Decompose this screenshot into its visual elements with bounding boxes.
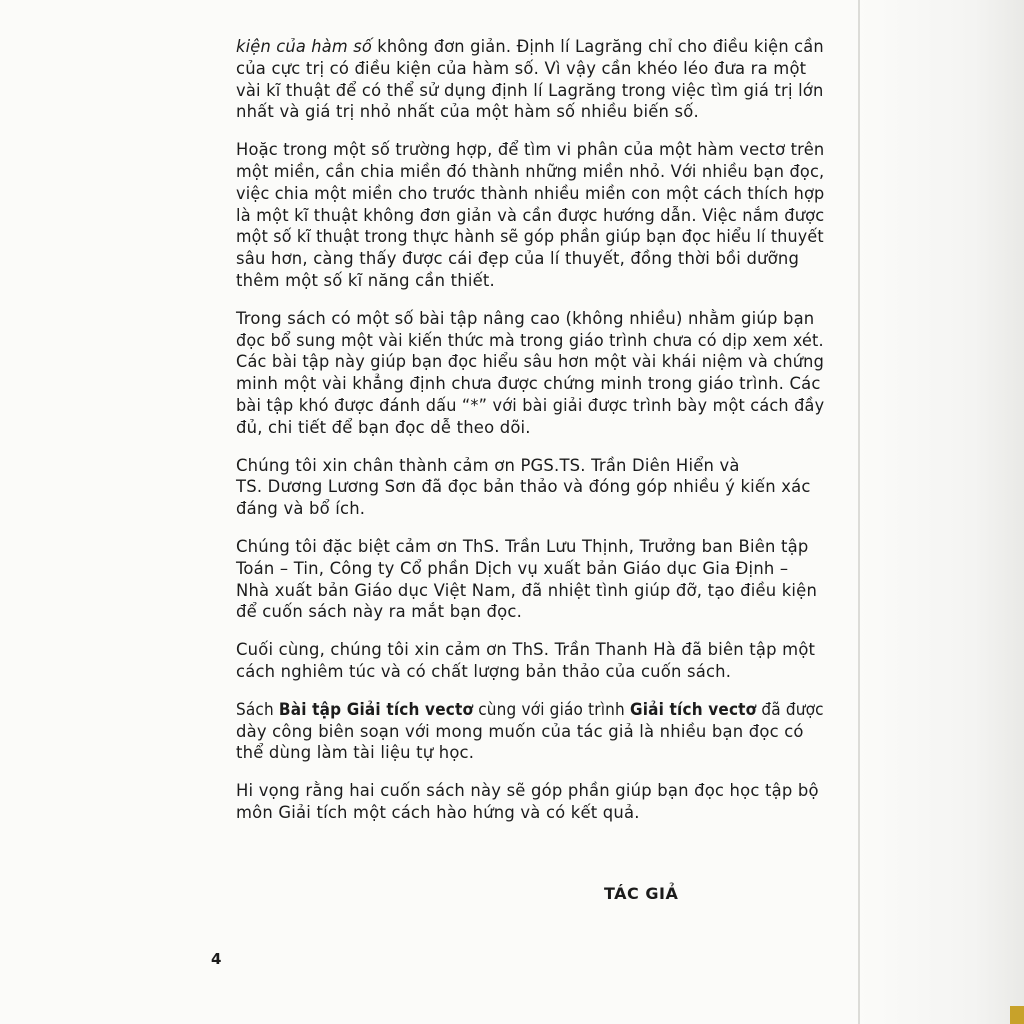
text-run: Toán – Tin, Công ty Cổ phần Dịch vụ xuất bản Giáo dục Gia Định – [236, 558, 789, 578]
text-run: là một kĩ thuật không đơn giản và cần được hướng dẫn. Việc nắm được [236, 205, 825, 225]
paragraph [236, 308, 824, 439]
text-run: TS. Dương Lương Sơn đã đọc bản thảo và đóng góp nhiều ý kiến xác [236, 477, 811, 497]
text-line [236, 476, 824, 498]
text-line [236, 139, 825, 161]
text-line [236, 395, 825, 417]
text-run: để cuốn sách này ra mắt bạn đọc. [236, 602, 523, 622]
page-number: 4 [211, 950, 222, 968]
text-run: không đơn giản. Định lí Lagrăng chỉ cho điều kiện cần [371, 37, 824, 56]
author-signature: TÁC GIẢ [604, 884, 679, 903]
text-run: sâu hơn, càng thấy được cái đẹp của lí thuyết, đồng thời bồi dưỡng [236, 249, 800, 269]
emphasis-text: kiện của hàm số [236, 37, 372, 56]
text-run: đã được [756, 699, 824, 719]
text-line [236, 351, 825, 373]
paragraph [236, 139, 824, 292]
book-title-text: Giải tích vectơ [629, 699, 757, 719]
paragraph [236, 36, 824, 123]
text-run: Cuối cùng, chúng tôi xin cảm ơn ThS. Trần Thanh Hà đã biên tập một [236, 640, 816, 660]
text-run: cùng với giáo trình [473, 699, 630, 719]
text-run: nhất và giá trị nhỏ nhất của một hàm số nhiều biến số. [236, 102, 699, 122]
text-run: Các bài tập này giúp bạn đọc hiểu sâu hơn một vài khái niệm và chứng [236, 352, 825, 372]
text-line [236, 601, 824, 623]
text-line [236, 455, 824, 477]
text-line [236, 661, 824, 683]
text-run: Chúng tôi đặc biệt cảm ơn ThS. Trần Lưu Thịnh, Trưởng ban Biên tập [236, 536, 809, 556]
text-run: môn Giải tích một cách hào hứng và có kết quả. [236, 802, 640, 822]
text-run: của cực trị có điều kiện của hàm số. Vì vậy cần khéo léo đưa ra một [236, 58, 807, 78]
text-line [236, 80, 824, 102]
text-run: Hi vọng rằng hai cuốn sách này sẽ góp phần giúp bạn đọc học tập bộ [236, 781, 819, 801]
paragraph [236, 780, 824, 824]
text-line [236, 780, 824, 802]
text-run: minh một vài khẳng định chưa được chứng minh trong giáo trình. Các [236, 374, 821, 394]
paragraph [236, 639, 824, 683]
text-line [236, 248, 824, 270]
page-edge-shadow [858, 0, 1024, 1024]
text-line [236, 183, 825, 205]
text-run: đáng và bổ ích. [236, 499, 366, 519]
paragraph [236, 536, 824, 623]
text-run: vài kĩ thuật để có thể sử dụng định lí Lagrăng trong việc tìm giá trị lớn [236, 80, 824, 100]
text-run: cách nghiêm túc và có chất lượng bản thảo của cuốn sách. [236, 661, 732, 681]
text-line [236, 802, 824, 824]
text-line [236, 536, 824, 558]
paragraph [236, 699, 824, 764]
text-run: đủ, chi tiết để bạn đọc dễ theo dõi. [236, 417, 531, 437]
text-line [236, 226, 824, 248]
page-edge-line [858, 0, 860, 1024]
text-line [236, 721, 824, 743]
text-run: Sách [236, 699, 279, 719]
text-line [236, 699, 824, 721]
text-line [236, 373, 824, 395]
text-run: Trong sách có một số bài tập nâng cao (không nhiều) nhằm giúp bạn [236, 308, 815, 328]
text-line [236, 742, 824, 764]
text-run: bài tập khó được đánh dấu “*” với bài giải được trình bày một cách đầy [236, 395, 825, 415]
text-line [236, 270, 824, 292]
text-line [236, 558, 824, 580]
text-run: thêm một số kĩ năng cần thiết. [236, 270, 495, 290]
text-line [236, 36, 824, 58]
text-run: một miền, cần chia miền đó thành những miền nhỏ. Với nhiều bạn đọc, [236, 161, 825, 181]
text-line [236, 330, 824, 352]
text-line [236, 417, 824, 439]
text-run: thể dùng làm tài liệu tự học. [236, 743, 475, 763]
text-run: Hoặc trong một số trường hợp, để tìm vi phân của một hàm vectơ trên [236, 140, 825, 160]
text-run: Nhà xuất bản Giáo dục Việt Nam, đã nhiệt tình giúp đỡ, tạo điều kiện [236, 580, 818, 600]
text-line [236, 308, 824, 330]
text-run: dày công biên soạn với mong muốn của tác giả là nhiều bạn đọc có [236, 721, 804, 741]
text-run: một số kĩ thuật trong thực hành sẽ góp phần giúp bạn đọc hiểu lí thuyết [236, 227, 824, 247]
paragraph [236, 455, 824, 520]
text-line [236, 639, 824, 661]
text-line [236, 205, 825, 227]
preface-text [236, 36, 824, 840]
text-line [236, 101, 824, 123]
text-line [236, 580, 824, 602]
text-run: việc chia một miền cho trước thành nhiều miền con một cách thích hợp [236, 183, 825, 203]
text-run: Chúng tôi xin chân thành cảm ơn PGS.TS. Trần Diên Hiển và [236, 455, 740, 475]
book-title-text: Bài tập Giải tích vectơ [278, 699, 474, 719]
corner-mark [1010, 1006, 1024, 1024]
text-line [236, 58, 824, 80]
text-line [236, 498, 824, 520]
text-run: đọc bổ sung một vài kiến thức mà trong giáo trình chưa có dịp xem xét. [236, 330, 824, 350]
text-line [236, 161, 825, 183]
